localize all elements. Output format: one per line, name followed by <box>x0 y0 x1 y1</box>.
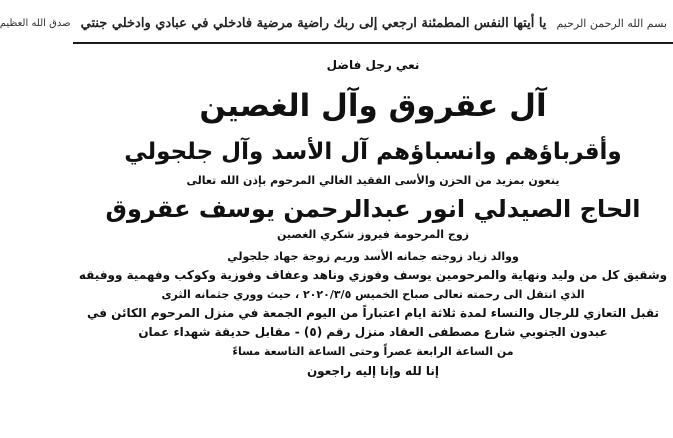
notice-body <box>77 50 669 438</box>
family-main-title: آل عقروق وآل الغصين <box>199 88 547 124</box>
closing-line: إنا لله وإنا إليه راجعون <box>306 364 440 378</box>
deceased-name: الحاج الصيدلي انور عبدالرحمن يوسف عقروق <box>105 195 641 223</box>
sadaqa-text: صدق الله العظيم <box>0 17 71 29</box>
basmala-text: بسم الله الرحمن الرحيم <box>556 16 667 30</box>
header-strip <box>0 4 667 42</box>
wife-line: زوج المرحومة فيروز شكري الغصين <box>276 228 470 241</box>
condolence-line-1: تقبل التعازي للرجال والنساء لمدة ثلاثة ايام اعتباراً من اليوم الجمعة في منزل المرحوم الكائن في <box>86 306 660 320</box>
death-line: الذي انتقل الى رحمته تعالى صباح الخميس ٢٠٢٠/٣/٥ ، حيث ووري جثمانه الثرى <box>161 288 585 301</box>
mourn-line: ينعون بمزيد من الحزن والأسى الفقيد الغالي المرحوم بإذن الله تعالى <box>186 174 560 187</box>
family-subtitle: وأقرباؤهم وانسباؤهم آل الأسد وآل جلجولي <box>124 139 622 165</box>
hours-line: من الساعة الرابعة عصراً وحتى الساعة التاسعة مساءً <box>232 345 514 358</box>
intro-line: نعي رجل فاضل <box>326 58 420 72</box>
children-line: ووالد زياد زوجته جمانه الأسد وريم زوجة جهاد جلجولي <box>227 250 519 263</box>
condolence-line-2: عبدون الجنوبي شارع مصطفى العقاد منزل رقم (٥) - مقابل حديقة شهداء عمان <box>138 325 608 339</box>
siblings-line: وشقيق كل من وليد ونهاية والمرحومين يوسف وفوزي وناهد وعفاف وفوزية وكوكب وفهمية ووفيقه <box>78 268 668 282</box>
header-divider <box>73 42 673 44</box>
quran-verse: يا أيتها النفس المطمئنة ارجعي إلى ربك راضية مرضية فادخلي في عبادي وادخلي جنتي <box>80 15 547 31</box>
